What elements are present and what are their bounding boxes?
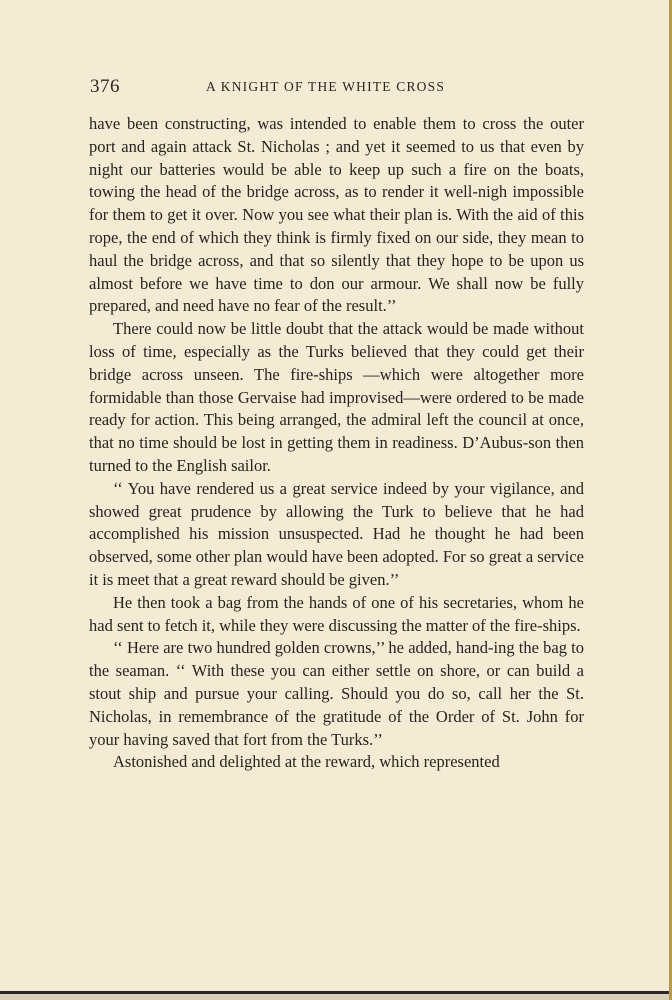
- page-number: 376: [90, 76, 120, 97]
- running-head: [90, 76, 586, 98]
- paragraph-5: ‘‘ Here are two hundred golden crowns,’’ he added, hand-ing the bag to the seaman. ‘‘ With these you can either settle on shore, or can build a stout ship and pursue your calling. Should you do so, call her the St. Nicholas, in remembrance of the gratitude of the Order of St. John for your having saved that fort from the Turks.’’: [89, 638, 584, 749]
- running-title: A KNIGHT OF THE WHITE CROSS: [206, 79, 446, 94]
- bottom-shadow: [0, 994, 672, 1000]
- paragraph-1: have been constructing, was intended to enable them to cross the outer port and again attack St. Nicholas ; and yet it seemed to us that even by night our batteries would be able to keep up such a fire on the boats, towing the head of the bridge across, as to render it well-nigh impossible for them to get it over. Now you see what their plan is. With the aid of this rope, the end of which they think is firmly fixed on our side, they mean to haul the bridge across, and that so silently that they hope to be upon us almost before we have time to don our armour. We shall now be fully prepared, and need have no fear of the result.’’: [89, 114, 584, 316]
- paragraph-2: There could now be little doubt that the attack would be made without loss of time, especially as the Turks believed that they could get their bridge across unseen. The fire-ships —which were altogether more formidable than those Gervaise had improvised—were ordered to be made ready for action. This being arranged, the admiral left the council at once, that no time should be lost in getting them in readiness. D’Aubus-son then turned to the English sailor.: [89, 319, 584, 475]
- paragraph-6: Astonished and delighted at the reward, which represented: [113, 752, 500, 772]
- body-text: [89, 113, 584, 774]
- paragraph-3: ‘‘ You have rendered us a great service indeed by your vigilance, and showed great prudence by allowing the Turk to believe that he had accomplished his mission unsuspected. Had he thought he had been observed, some other plan would have been adopted. For so great a service it is meet that a great reward should be given.’’: [89, 478, 584, 589]
- paragraph-4: He then took a bag from the hands of one of his secretaries, whom he had sent to fetch it, while they were discussing the matter of the fire-ships.: [89, 592, 584, 635]
